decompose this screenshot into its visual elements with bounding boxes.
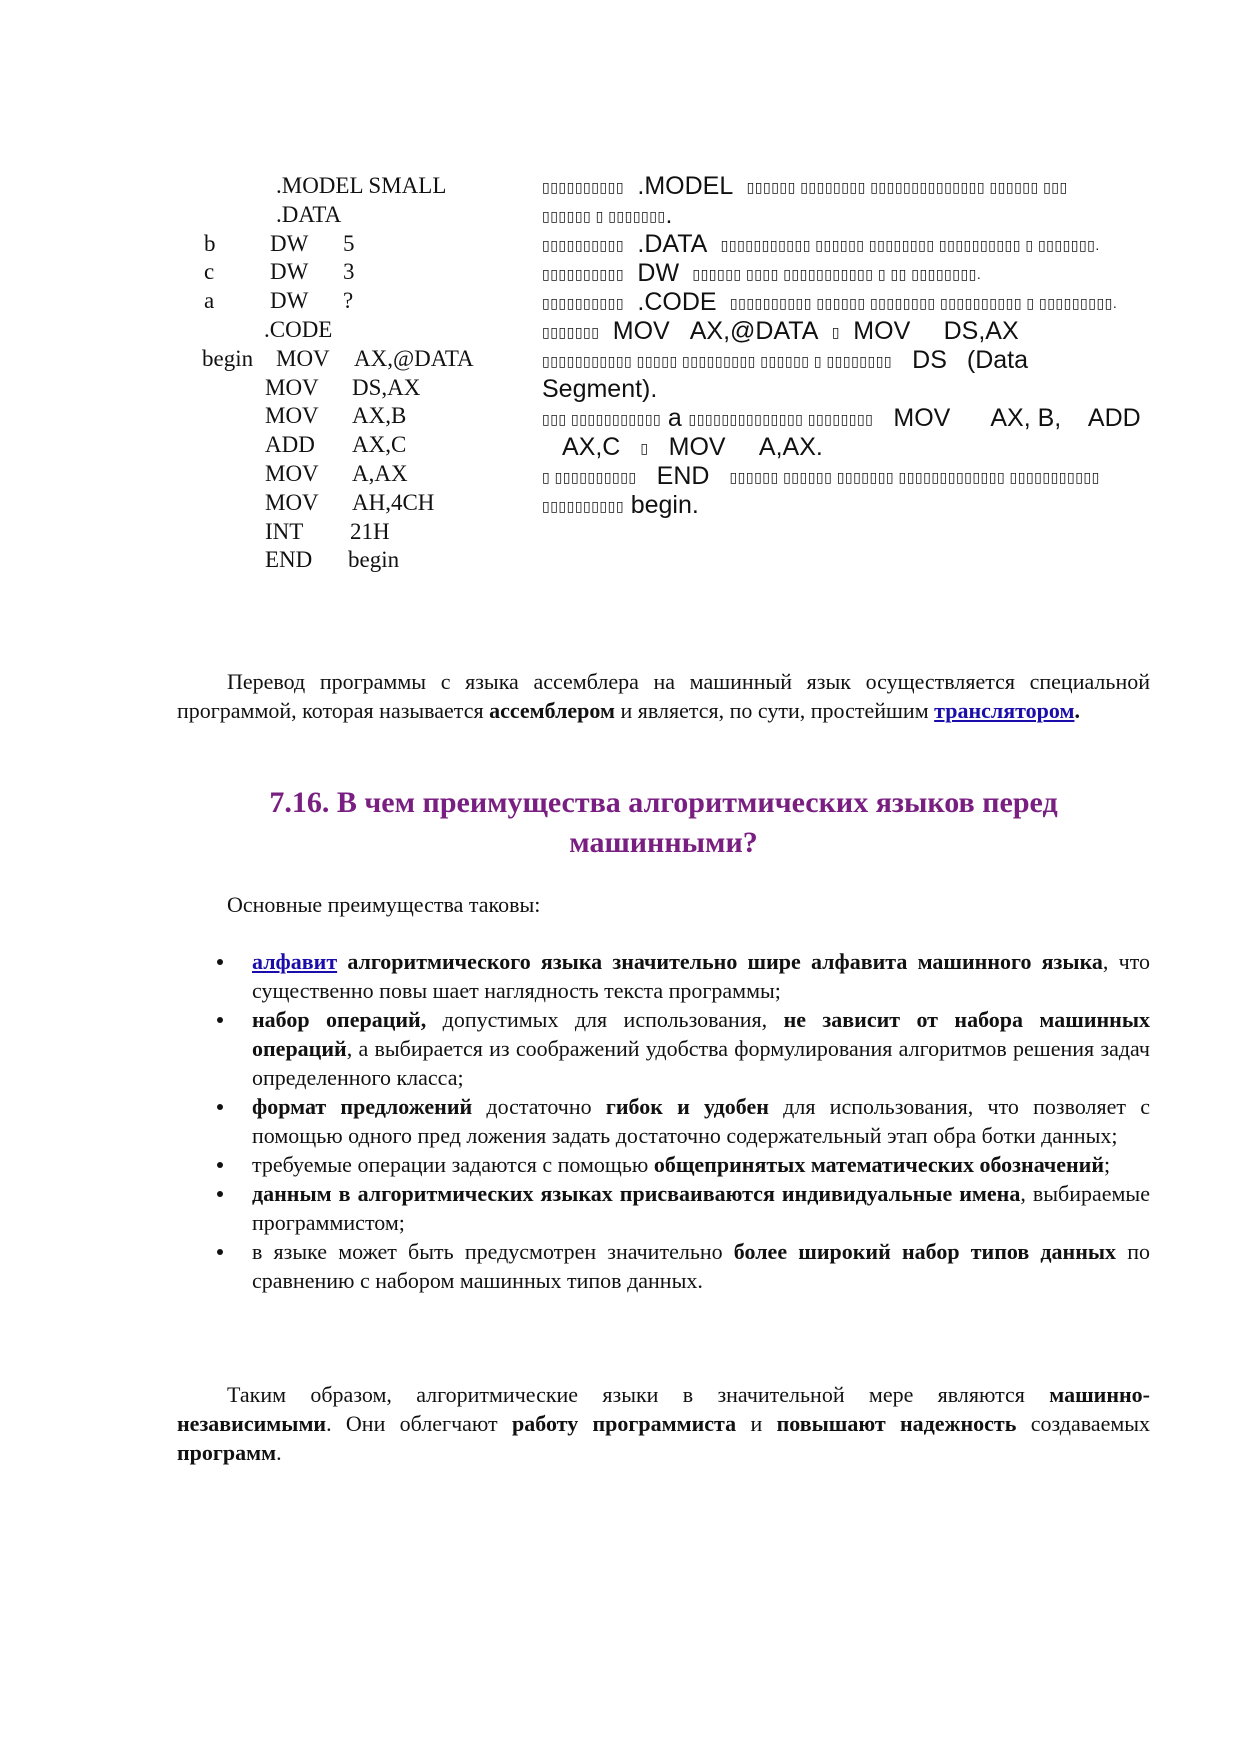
comment-line: ▯▯▯▯▯▯▯▯▯▯ .DATA ▯▯▯▯▯▯▯▯▯▯▯ ▯▯▯▯▯▯ ▯▯▯▯▯▯▯▯ ▯▯▯▯▯▯▯▯▯▯ ▯ ▯▯▯▯▯▯▯. (542, 230, 1100, 258)
code-arg: 3 (343, 259, 355, 285)
section-heading (177, 783, 1150, 863)
list-item: алфавит алгоритмического языка значительно шире алфавита машинного языка, что существенно повы шает наглядность текста программы; (177, 947, 1150, 1005)
comment-line: ▯▯▯▯▯▯▯▯▯▯ begin. (542, 491, 699, 519)
list-item: требуемые операции задаются с помощью общепринятых математических обозначений; (177, 1150, 1150, 1179)
bullet-icon (217, 959, 223, 965)
code-op: .MODEL SMALL (276, 173, 447, 198)
advantages-list (177, 947, 1150, 1295)
code-arg: AX,@DATA (354, 345, 474, 371)
code-label: begin (202, 345, 254, 371)
code-op: MOV (265, 489, 319, 515)
comment-line: ▯▯▯▯▯▯▯ MOV AX,@DATA ▯ MOV DS,AX (542, 317, 1019, 345)
list-item: в языке может быть предусмотрен значительно более широкий набор типов данных по сравнению с набором машинных типов данных. (177, 1237, 1150, 1295)
code-op: END (265, 547, 313, 573)
code-arg: begin (348, 547, 400, 573)
code-op: DW (270, 259, 309, 285)
code-arg: DS,AX (352, 374, 421, 400)
code-op: MOV (265, 461, 319, 486)
code-label: c (204, 259, 215, 285)
paragraph-conclusion: Таким образом, алгоритмические языки в значительной мере являются машинно-независимыми. Они облегчают работу программиста и повышают надежность создаваемых программ. (177, 1382, 1151, 1465)
code-op: .CODE (264, 317, 333, 342)
intro-text: Основные преимущества таковы: (227, 892, 541, 917)
code-arg: AX,B (352, 403, 407, 429)
code-op: MOV (265, 374, 319, 400)
list-item: формат предложений достаточно гибок и удобен для использования, что позволяет с помощью одного пред ложения задать достаточно содержательный этап обра ботки данных; (177, 1092, 1150, 1150)
bullet-icon (217, 1162, 223, 1168)
heading-line-2: машинными? (569, 826, 758, 859)
alphabet-link[interactable]: алфавит (252, 949, 338, 974)
code-op: .DATA (276, 201, 342, 227)
bullet-icon (217, 1191, 223, 1197)
bullet-icon (217, 1104, 223, 1110)
comment-line: ▯▯▯▯▯▯▯▯▯▯ .CODE ▯▯▯▯▯▯▯▯▯▯ ▯▯▯▯▯▯ ▯▯▯▯▯▯▯▯ ▯▯▯▯▯▯▯▯▯▯ ▯ ▯▯▯▯▯▯▯▯▯. (542, 288, 1118, 316)
comment-line: ▯▯▯▯▯▯▯▯▯▯▯ ▯▯▯▯▯ ▯▯▯▯▯▯▯▯▯ ▯▯▯▯▯▯ ▯ ▯▯▯▯▯▯▯▯ DS (Data (542, 346, 1029, 374)
code-op: DW (270, 230, 309, 256)
code-arg: AX,C (352, 432, 407, 458)
comment-line: ▯▯▯▯▯▯ ▯ ▯▯▯▯▯▯▯. (542, 202, 673, 229)
code-arg: 21H (350, 518, 390, 544)
code-op: DW (270, 288, 309, 314)
bullet-icon (217, 1017, 223, 1023)
code-arg: ? (343, 288, 354, 314)
comment-line: AX,C ▯ MOV A,AX. (562, 433, 823, 461)
heading-line-1: 7.16. В чем преимущества алгоритмических языков перед (269, 786, 1058, 819)
bullet-icon (217, 1249, 223, 1255)
code-arg: 5 (343, 230, 355, 256)
comment-line: Segment). (542, 375, 658, 403)
code-op: MOV (276, 345, 330, 371)
translator-link[interactable]: транслятором (934, 698, 1075, 723)
list-item: данным в алгоритмических языках присваиваются индивидуальные имена, выбираемые программистом; (177, 1179, 1150, 1237)
code-op: MOV (265, 403, 319, 429)
code-label: b (204, 230, 216, 256)
code-op: INT (265, 518, 304, 544)
comment-line: ▯▯▯▯▯▯▯▯▯▯ .MODEL ▯▯▯▯▯▯ ▯▯▯▯▯▯▯▯ ▯▯▯▯▯▯▯▯▯▯▯▯▯▯ ▯▯▯▯▯▯ ▯▯▯ (542, 172, 1068, 200)
list-item: набор операций, допустимых для использования, не зависит от набора машинных операций, а выбирается из соображений удобства формулирования алгоритмов решения задач определенного класса; (177, 1005, 1150, 1092)
comment-line: ▯▯▯▯▯▯▯▯▯▯ DW ▯▯▯▯▯▯ ▯▯▯▯ ▯▯▯▯▯▯▯▯▯▯▯ ▯ ▯▯ ▯▯▯▯▯▯▯▯. (542, 259, 982, 287)
code-op: ADD (265, 432, 315, 458)
paragraph-assembler: Перевод программы с языка ассемблера на машинный язык осуществляется специальной программой, которая называется ассемблером и является, по сути, простейшим транслятором. (177, 669, 1150, 723)
comment-line: ▯ ▯▯▯▯▯▯▯▯▯▯ END ▯▯▯▯▯▯ ▯▯▯▯▯▯ ▯▯▯▯▯▯▯ ▯▯▯▯▯▯▯▯▯▯▯▯▯ ▯▯▯▯▯▯▯▯▯▯▯ (542, 462, 1100, 490)
comment-line: ▯▯▯ ▯▯▯▯▯▯▯▯▯▯▯ a ▯▯▯▯▯▯▯▯▯▯▯▯▯▯ ▯▯▯▯▯▯▯▯ MOV AX, B, ADD (542, 404, 1141, 432)
code-arg: A,AX (352, 461, 408, 486)
code-arg: AH,4CH (352, 489, 435, 515)
code-label: a (204, 288, 215, 314)
